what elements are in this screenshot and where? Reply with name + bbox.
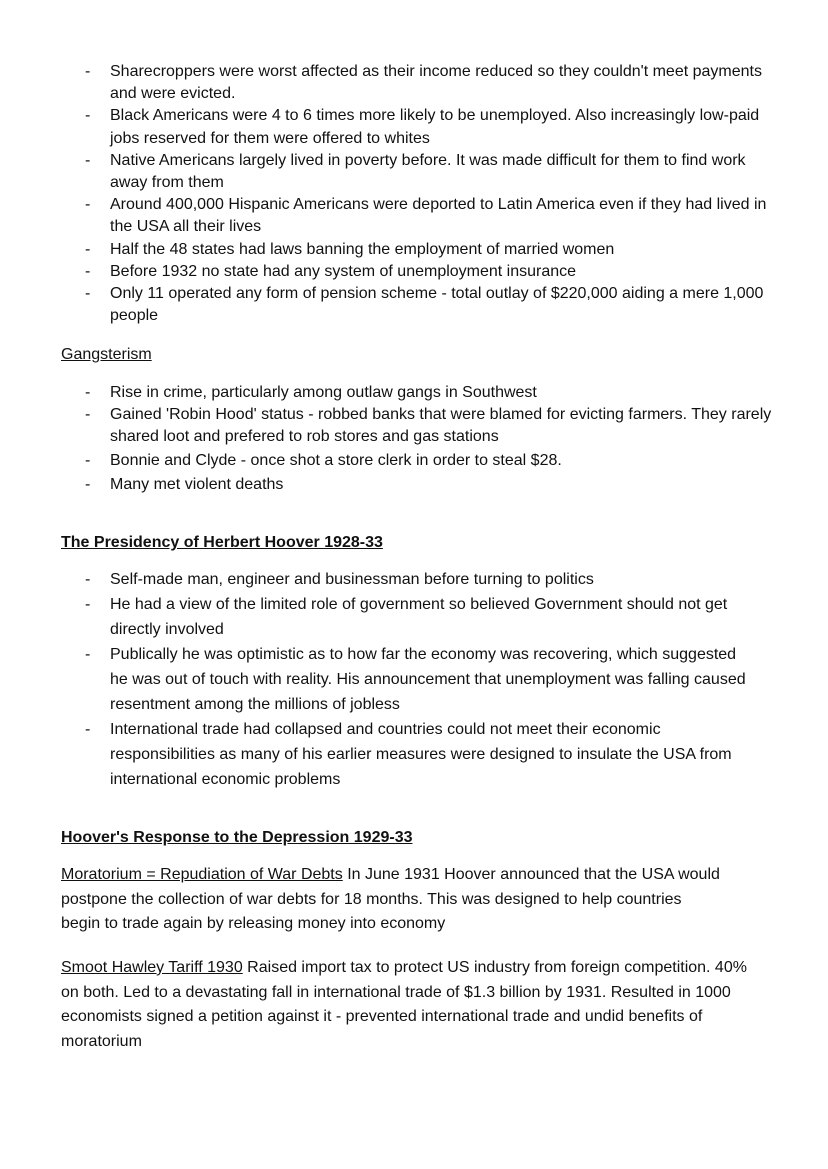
- gangsterism-heading: Gangsterism: [61, 346, 152, 363]
- dash-bullet-icon: -: [85, 151, 91, 169]
- list-item: - Only 11 operated any form of pension scheme - total outlay of $220,000 aiding a mere 1,000 people: [85, 285, 764, 325]
- list-item: - International trade had collapsed and countries could not meet their economic responsibilities as many of his earlier measures were designed to insulate the USA from international economic problems: [85, 717, 750, 792]
- list-item: - Publically he was optimistic as to how far the economy was recovering, which suggested he was out of touch with reality. His announcement that unemployment was falling caused resentment among the millions of jobless: [85, 642, 750, 717]
- dash-bullet-icon: -: [85, 406, 91, 424]
- list-item: - Native Americans largely lived in poverty before. It was made difficult for them to find work away from them: [85, 151, 746, 192]
- tariff-paragraph: Smoot Hawley Tariff 1930 Raised import tax to protect US industry from foreign competition. 40% on both. Led to a devastating fall in international trade of $1.3 billion by 1931. Resulted in 1000 economists signed a petition against it - prevented international trade and undid benefits of moratorium: [61, 959, 747, 1051]
- list-item: - Around 400,000 Hispanic Americans were deported to Latin America even if they had lived in the USA all their lives: [85, 196, 767, 236]
- list-item: - He had a view of the limited role of government so believed Government should not get directly involved: [85, 592, 750, 642]
- dash-bullet-icon: -: [85, 285, 91, 303]
- list-item: - Black Americans were 4 to 6 times more likely to be unemployed. Also increasingly low-paid jobs reserved for them were offered to whites: [85, 107, 760, 147]
- intro-bullet-list: [85, 61, 775, 327]
- list-item: - Gained 'Robin Hood' status - robbed banks that were blamed for evicting farmers. They rarely shared loot and prefered to rob stores and gas stations: [85, 406, 772, 446]
- dash-bullet-icon: -: [85, 262, 91, 280]
- dash-bullet-icon: -: [85, 571, 91, 588]
- list-item: - Self-made man, engineer and businessman before turning to politics: [85, 567, 750, 592]
- dash-bullet-icon: -: [85, 596, 91, 613]
- moratorium-term: Moratorium = Repudiation of War Debts: [61, 866, 343, 883]
- list-item: - Half the 48 states had laws banning the employment of married women: [85, 239, 775, 261]
- gangsterism-bullet-list: [85, 382, 775, 497]
- dash-bullet-icon: -: [85, 63, 91, 80]
- dash-bullet-icon: -: [85, 240, 91, 258]
- dash-bullet-icon: -: [85, 475, 91, 493]
- list-item: - Many met violent deaths: [85, 473, 775, 497]
- list-item: - Bonnie and Clyde - once shot a store clerk in order to steal $28.: [85, 449, 775, 473]
- dash-bullet-icon: -: [85, 646, 91, 663]
- presidency-heading: The Presidency of Herbert Hoover 1928-33: [61, 534, 383, 551]
- list-item: - Before 1932 no state had any system of unemployment insurance: [85, 261, 775, 283]
- list-item: - Sharecroppers were worst affected as their income reduced so they couldn't meet payments and were evicted.: [85, 63, 762, 103]
- dash-bullet-icon: -: [85, 196, 91, 214]
- dash-bullet-icon: -: [85, 451, 91, 469]
- tariff-term: Smoot Hawley Tariff 1930: [61, 959, 243, 976]
- response-heading: Hoover's Response to the Depression 1929-33: [61, 829, 413, 846]
- dash-bullet-icon: -: [85, 721, 91, 738]
- list-item: - Rise in crime, particularly among outlaw gangs in Southwest: [85, 382, 775, 404]
- dash-bullet-icon: -: [85, 384, 91, 401]
- presidency-bullet-list: [85, 567, 750, 792]
- dash-bullet-icon: -: [85, 107, 91, 125]
- moratorium-paragraph: Moratorium = Repudiation of War Debts In June 1931 Hoover announced that the USA would postpone the collection of war debts for 18 months. This was designed to help countries begin to trade again by releasing money into economy: [61, 866, 720, 933]
